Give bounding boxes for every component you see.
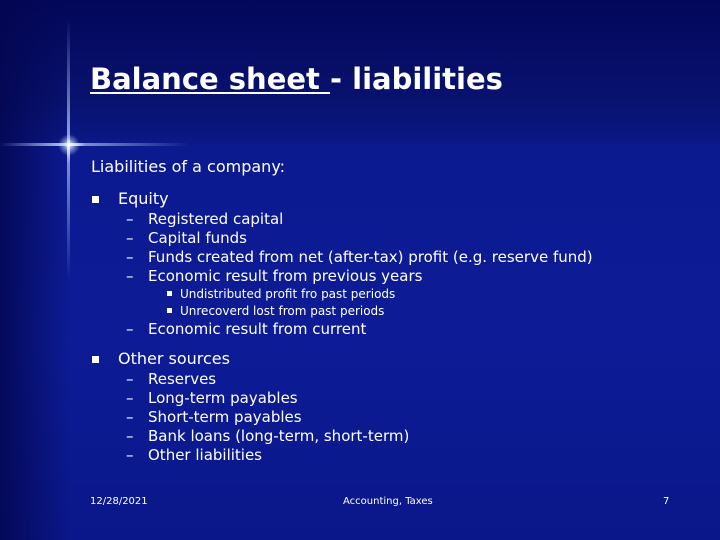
dash-bullet-icon: – — [126, 267, 134, 285]
other-sources-item: Long-term payables — [148, 389, 298, 407]
equity-item: Registered capital — [148, 210, 284, 228]
content-background — [0, 145, 720, 540]
dash-bullet-icon: – — [126, 446, 134, 464]
dash-bullet-icon: – — [126, 229, 134, 247]
dash-bullet-icon: – — [126, 210, 134, 228]
slide-title — [90, 62, 503, 96]
intro-text: Liabilities of a company: — [91, 157, 286, 176]
section-label-equity: Equity — [118, 189, 169, 208]
dash-bullet-icon: – — [126, 389, 134, 407]
footer-center-text: Accounting, Taxes — [343, 496, 433, 507]
footer-date: 12/28/2021 — [90, 496, 148, 507]
dash-bullet-icon: – — [126, 248, 134, 266]
square-bullet-icon — [167, 291, 172, 296]
square-bullet-icon — [92, 196, 99, 203]
dash-bullet-icon: – — [126, 320, 134, 338]
left-shade — [0, 0, 70, 540]
square-bullet-icon — [92, 356, 99, 363]
equity-item: Economic result from current — [148, 320, 367, 338]
dash-bullet-icon: – — [126, 427, 134, 445]
sparkle-horizontal-ray — [0, 143, 190, 146]
dash-bullet-icon: – — [126, 408, 134, 426]
dash-bullet-icon: – — [126, 370, 134, 388]
other-sources-item: Short-term payables — [148, 408, 302, 426]
equity-item: Funds created from net (after-tax) profit (e.g. reserve fund) — [148, 248, 593, 266]
equity-subitem: Unrecoverd lost from past periods — [180, 304, 385, 318]
sparkle-icon — [58, 134, 80, 156]
equity-item: Capital funds — [148, 229, 247, 247]
other-sources-item: Reserves — [148, 370, 217, 388]
equity-item: Economic result from previous years — [148, 267, 423, 285]
footer-page-number: 7 — [663, 496, 670, 507]
other-sources-item: Other liabilities — [148, 446, 263, 464]
equity-subitem: Undistributed profit fro past periods — [180, 287, 396, 301]
square-bullet-icon — [167, 308, 172, 313]
slide-title-main: Balance sheet — [90, 62, 330, 96]
other-sources-item: Bank loans (long-term, short-term) — [148, 427, 410, 445]
slide-title-suffix: - liabilities — [330, 62, 503, 96]
section-label-other-sources: Other sources — [118, 349, 230, 368]
